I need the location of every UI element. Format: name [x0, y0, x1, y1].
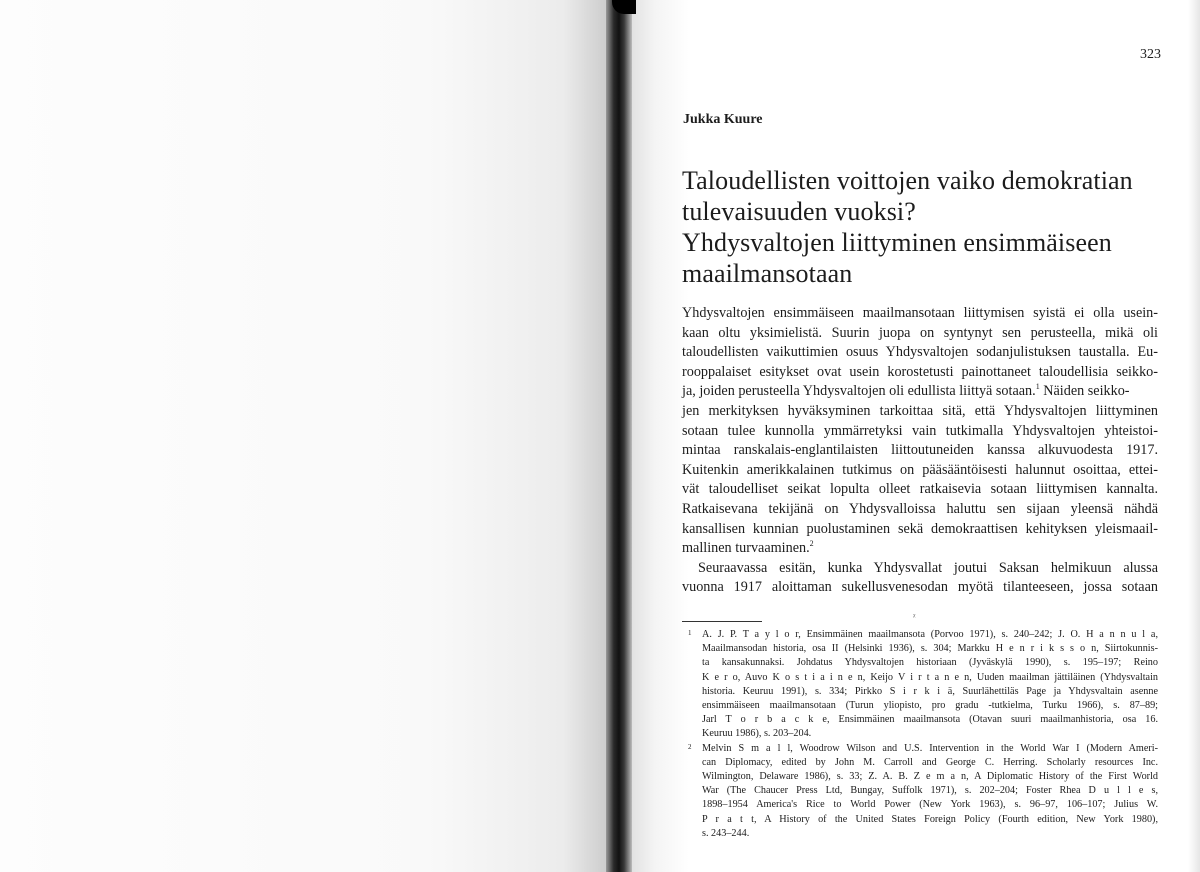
body-line-text: Näiden seikko-	[1039, 383, 1130, 400]
footnotes	[684, 628, 1158, 841]
body-line-text: ja, joiden perusteella Yhdysvaltojen oli edullista liittyä sotaan.	[682, 383, 1036, 400]
footnote-line: Maailmansodan historia, osa II (Helsinki 1936), s. 304; Markku H e n r i k s s o n, Siirtokunnis-	[702, 643, 1158, 655]
footnote-line: Melvin S m a l l, Woodrow Wilson and U.S. Intervention in the World War I (Modern Ameri-	[702, 742, 1158, 754]
footnote-divider	[682, 621, 762, 622]
subtitle-line: Yhdysvaltojen liittyminen ensimmäiseen	[682, 228, 1112, 257]
footnote-line: Keuruu 1986), s. 203–204.	[702, 728, 812, 740]
body-line: Seuraavassa esitän, kunka Yhdysvallat joutui Saksan helmikuun alussa	[698, 559, 1158, 576]
footnote-line: can Diplomacy, edited by John M. Carroll and George C. Herring. Scholarly resources Inc.	[702, 756, 1158, 768]
body-line: jen merkityksen hyväksyminen tarkoittaa sitä, että Yhdysvaltojen liittyminen	[682, 402, 1158, 419]
author-name: Jukka Kuure	[683, 112, 763, 127]
body-line-text: mallinen turvaaminen.	[682, 540, 810, 557]
body-line: Ratkaisevana tekijänä on Yhdysvalloissa haluttu sen sijaan yleensä nähdä	[682, 500, 1158, 517]
footnote-line: ensimmäiseen maailmansotaan (Turun yliopisto, pro gradu -tutkielma, Turku 1966), s. 87–89;	[702, 700, 1158, 712]
title-line: Taloudellisten voittojen vaiko demokratian	[682, 166, 1133, 195]
footnote-line: War (The Chaucer Press Ltd, Bungay, Suffolk 1971), s. 202–204; Foster Rhea D u l l e s,	[702, 785, 1158, 797]
scan-speck: ᵡ	[913, 611, 916, 621]
footnote-1	[684, 628, 1158, 742]
body-text	[682, 304, 1158, 598]
body-line: taloudellisten vaikuttimien osuus Yhdysvaltojen sodanjulistuksen taustalla. Eu-	[682, 344, 1158, 361]
page-edge-shadow	[1188, 0, 1200, 872]
footnote-line: P r a t t, A History of the United States Foreign Policy (Fourth edition, New York 1980),	[702, 813, 1158, 825]
body-line: vät taloudelliset seikat lopulta olleet ratkaisevia sotaan liittymisen kannalta.	[682, 481, 1158, 498]
body-line	[682, 382, 1158, 402]
page-number: 323	[1140, 47, 1161, 62]
footnote-2	[684, 742, 1158, 841]
footnote-ref-1: 1	[1035, 382, 1040, 392]
footnote-ref-2: 2	[809, 539, 814, 549]
body-line: Yhdysvaltojen ensimmäiseen maailmansotaan liittymisen syistä ei olla usein-	[682, 305, 1158, 321]
book-gutter	[606, 0, 632, 872]
body-line: rooppalaiset esitykset ovat usein korostetusti painottaneet taloudellisia seikko-	[682, 363, 1158, 380]
footnote-line: Jarl T o r b a c k e, Ensimmäinen maailmansota (Otavan suuri maailmanhistoria, osa 16.	[702, 714, 1158, 726]
body-line: mintaa ranskalais-englantilaisten liittoutuneiden kanssa alkuvuodesta 1917.	[682, 442, 1158, 459]
footnote-line: A. J. P. T a y l o r, Ensimmäinen maailmansota (Porvoo 1971), s. 240–242; J. O. H a n n u l a,	[702, 629, 1158, 640]
footnote-line: 1898–1954 America's Rice to World Power (New York 1963), s. 96–97, 106–107; Julius W.	[702, 799, 1158, 811]
footnote-line: s. 243–244.	[702, 827, 750, 839]
title-line: tulevaisuuden vuoksi?	[682, 197, 916, 226]
subtitle-line: maailmansotaan	[682, 259, 853, 288]
body-line: Kuitenkin amerikkalainen tutkimus on pääsääntöisesti halunnut osoittaa, ettei-	[682, 461, 1158, 478]
footnote-line: K e r o, Auvo K o s t i a i n e n, Keijo V i r t a n e n, Uuden maailman jättiläinen (Yhdysvaltain	[702, 671, 1158, 683]
footnote-line: historia. Keuruu 1991), s. 334; Pirkko S i r k i ä, Suurlähettiläs Page ja Yhdysvaltain asenne	[702, 685, 1158, 697]
footnote-line: ta kansakunnaksi. Johdatus Yhdysvaltojen historiaan (Jyväskylä 1990), s. 195–197; Reino	[702, 657, 1158, 669]
footnote-marker: 1	[688, 629, 692, 637]
body-line: vuonna 1917 aloittaman sukellusvenesodan myötä tilanteeseen, jossa sotaan	[682, 579, 1158, 596]
body-line	[682, 539, 1158, 559]
body-line: kansallisen kunnian puolustaminen sekä demokraattisen kehityksen yleismaail-	[682, 520, 1158, 537]
footnote-line: Wilmington, Delaware 1986), s. 33; Z. A. B. Z e m a n, A Diplomatic History of the First World	[702, 771, 1158, 783]
article-title	[682, 165, 1162, 289]
body-line: sotaan tulee kunnolla ymmärretyksi vain tutkimalla Yhdysvaltojen yhteistoi-	[682, 422, 1158, 439]
body-line: kaan oltu yksimielistä. Suurin juopa on syntynyt sen perusteella, mikä oli	[682, 324, 1158, 341]
footnote-marker: 2	[688, 742, 692, 751]
